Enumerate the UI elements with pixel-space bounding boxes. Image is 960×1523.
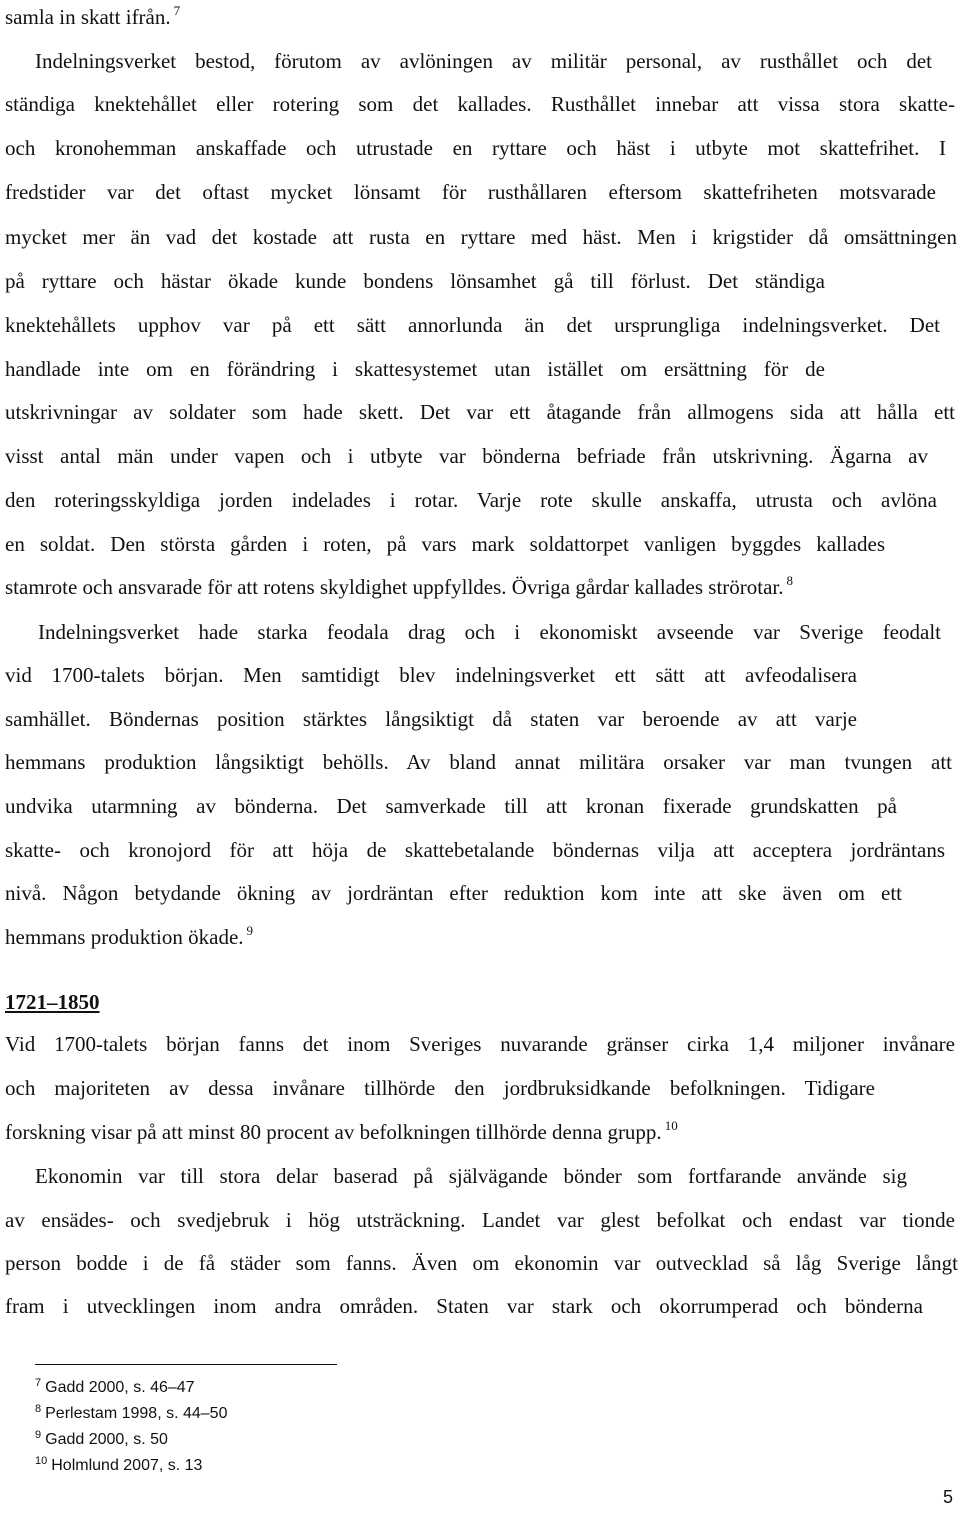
text-line: den roteringsskyldiga jorden indelades i rotar. Varje rote skulle anskaffa, utrusta och avlöna <box>5 488 937 512</box>
footnote-ref: 10 <box>664 1118 678 1133</box>
text-line: och kronohemman anskaffade och utrustade en ryttare och häst i utbyte mot skattefrihet. I <box>5 136 946 160</box>
text-line: handlade inte om en förändring i skattesystemet utan istället om ersättning för de <box>5 357 825 381</box>
text-line: person bodde i de få städer som fanns. Även om ekonomin var outvecklad så låg Sverige långt <box>5 1251 958 1275</box>
text-line: undvika utarmning av bönderna. Det samverkade till att kronan fixerade grundskatten på <box>5 794 897 818</box>
text-line: nivå. Någon betydande ökning av jordräntan efter reduktion kom inte att ske även om ett <box>5 881 902 905</box>
text-line: Indelningsverket bestod, förutom av avlöningen av militär personal, av rusthållet och det <box>35 49 932 73</box>
text-line: och majoriteten av dessa invånare tillhörde den jordbruksidkande befolkningen. Tidigare <box>5 1076 875 1100</box>
text-line: Ekonomin var till stora delar baserad på självägande bönder som fortfarande använde sig <box>35 1164 907 1188</box>
text-line: utskrivningar av soldater som hade skett. Det var ett åtagande från allmogens sida att hålla ett <box>5 400 955 424</box>
text-line: hemmans produktion långsiktigt behölls. Av bland annat militära orsaker var man tvungen att <box>5 750 952 774</box>
footnote: $^9$ Gadd 2000, s. 50 <box>35 1429 168 1448</box>
text-line: Indelningsverket hade starka feodala drag och i ekonomiskt avseende var Sverige feodalt <box>38 620 941 644</box>
text-line: forskning visar på att minst 80 procent av befolkningen tillhörde denna grupp. $^{10}$ <box>5 1118 678 1144</box>
text-line: stamrote och ansvarade för att rotens skyldighet uppfylldes. Övriga gårdar kallades strörotar. $^8$ <box>5 573 794 599</box>
text-line: Vid 1700-talets början fanns det inom Sveriges nuvarande gränser cirka 1,4 miljoner invånare <box>5 1032 955 1056</box>
section-heading: 1721–1850 <box>5 990 100 1014</box>
footnote-ref: 8 <box>786 573 794 588</box>
text-line: skatte- och kronojord för att höja de skattebetalande böndernas vilja att acceptera jordräntans <box>5 838 945 862</box>
text-line: fram i utvecklingen inom andra områden. Staten var stark och okorrumperad och bönderna <box>5 1294 923 1318</box>
text-line: samhället. Böndernas position stärktes långsiktigt då staten var beroende av att varje <box>5 707 857 731</box>
footnote-ref: 9 <box>246 923 254 938</box>
text-line: visst antal män under vapen och i utbyte var bönderna befriade från utskrivning. Ägarna av <box>5 444 928 468</box>
text-line: vid 1700-talets början. Men samtidigt blev indelningsverket ett sätt att avfeodalisera <box>5 663 857 687</box>
footnote-ref: 7 <box>173 3 181 18</box>
text-line: mycket mer än vad det kostade att rusta en ryttare med häst. Men i krigstider då omsättningen <box>5 225 957 249</box>
text-line: samla in skatt ifrån. $^7$ <box>5 3 181 29</box>
text-line: på ryttare och hästar ökade kunde bondens lönsamhet gå till förlust. Det ständiga <box>5 269 825 293</box>
footnote: $^7$ Gadd 2000, s. 46–47 <box>35 1377 195 1396</box>
page-number: 5 <box>943 1487 954 1507</box>
footnote-separator <box>35 1364 337 1365</box>
footnote: $^{10}$ Holmlund 2007, s. 13 <box>35 1455 203 1474</box>
text-line: ständiga knektehållet eller rotering som det kallades. Rusthållet innebar att vissa stora skatte- <box>5 92 955 116</box>
text-line: fredstider var det oftast mycket lönsamt för rusthållaren eftersom skattefriheten motsvarade <box>5 180 936 204</box>
text-line: en soldat. Den största gården i roten, på vars mark soldattorpet vanligen byggdes kallades <box>5 532 885 556</box>
text-line: hemmans produktion ökade. $^9$ <box>5 923 254 949</box>
text-line: av ensädes- och svedjebruk i hög utsträckning. Landet var glest befolkat och endast var tionde <box>5 1208 955 1232</box>
footnote: $^8$ Perlestam 1998, s. 44–50 <box>35 1403 228 1422</box>
text-line: knektehållets upphov var på ett sätt annorlunda än det ursprungliga indelningsverket. Det <box>5 313 940 337</box>
